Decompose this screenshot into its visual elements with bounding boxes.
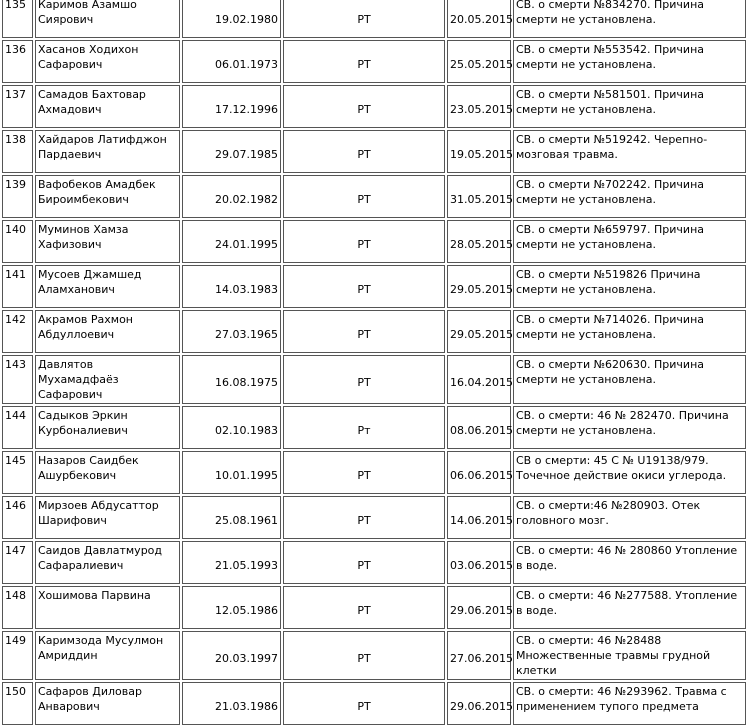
table-row [2,496,746,539]
death-note: СВ. о смерти №581501. Причина смерти не установлена. [513,85,746,128]
row-number: 142 [2,310,33,353]
birth-date: 19.02.1980 [182,0,281,38]
citizenship: РТ [283,541,445,584]
death-date: 19.05.2015 [447,130,511,173]
citizenship: РТ [283,265,445,308]
person-name: Вафобеков Амадбек Бироимбекович [35,175,180,218]
citizenship: РТ [283,0,445,38]
table-row [2,310,746,353]
table-row [2,175,746,218]
person-name: Давлятов Мухамадфаёз Сафарович [35,355,180,404]
person-name: Мирзоев Абдусаттор Шарифович [35,496,180,539]
person-name: Каримзода Мусулмон Амриддин [35,631,180,680]
row-number: 139 [2,175,33,218]
birth-date: 20.03.1997 [182,631,281,680]
birth-date: 16.08.1975 [182,355,281,404]
citizenship: РТ [283,220,445,263]
death-note: СВ. о смерти: 46 №28488 Множественные травмы грудной клетки [513,631,746,680]
death-note: СВ. о смерти: 46 № 282470. Причина смерти не установлена. [513,406,746,449]
death-note: СВ. о смерти:46 №280903. Отек головного мозг. [513,496,746,539]
birth-date: 24.01.1995 [182,220,281,263]
death-note: СВ. о смерти №519242. Черепно-мозговая травма. [513,130,746,173]
table-row [2,451,746,494]
citizenship: РТ [283,310,445,353]
death-note: СВ. о смерти: 46 №293962. Травма с применением тупого предмета [513,682,746,725]
death-date: 27.06.2015 [447,631,511,680]
table-body [2,0,746,725]
birth-date: 21.03.1986 [182,682,281,725]
death-note: СВ. о смерти №702242. Причина смерти не установлена. [513,175,746,218]
row-number: 136 [2,40,33,83]
death-note: СВ. о смерти: 46 №277588. Утопление в воде. [513,586,746,629]
birth-date: 12.05.1986 [182,586,281,629]
table-row [2,355,746,404]
death-note: СВ. о смерти №659797. Причина смерти не установлена. [513,220,746,263]
row-number: 143 [2,355,33,404]
death-date: 16.04.2015 [447,355,511,404]
death-date: 29.05.2015 [447,310,511,353]
citizenship: РТ [283,586,445,629]
table-row [2,682,746,725]
death-date: 03.06.2015 [447,541,511,584]
birth-date: 02.10.1983 [182,406,281,449]
birth-date: 27.03.1965 [182,310,281,353]
death-date: 29.05.2015 [447,265,511,308]
citizenship: РТ [283,496,445,539]
death-note: СВ. о смерти №834270. Причина смерти не установлена. [513,0,746,38]
death-date: 29.06.2015 [447,586,511,629]
row-number: 148 [2,586,33,629]
death-note: СВ. о смерти: 46 № 280860 Утопление в воде. [513,541,746,584]
row-number: 144 [2,406,33,449]
person-name: Муминов Хамза Хафизович [35,220,180,263]
birth-date: 06.01.1973 [182,40,281,83]
person-name: Самадов Бахтовар Ахмадович [35,85,180,128]
person-name: Хайдаров Латифджон Пардаевич [35,130,180,173]
person-name: Саидов Давлатмурод Сафаралиевич [35,541,180,584]
row-number: 146 [2,496,33,539]
person-name: Мусоев Джамшед Аламханович [35,265,180,308]
citizenship: РТ [283,682,445,725]
person-name: Хошимова Парвина [35,586,180,629]
row-number: 147 [2,541,33,584]
table-row [2,85,746,128]
citizenship: РТ [283,631,445,680]
birth-date: 17.12.1996 [182,85,281,128]
death-date: 25.05.2015 [447,40,511,83]
row-number: 135 [2,0,33,38]
birth-date: 21.05.1993 [182,541,281,584]
citizenship: РТ [283,85,445,128]
death-note: СВ о смерти: 45 С № U19138/979. Точечное действие окиси углерода. [513,451,746,494]
death-date: 31.05.2015 [447,175,511,218]
death-note: СВ. о смерти №519826 Причина смерти не установлена. [513,265,746,308]
row-number: 141 [2,265,33,308]
person-name: Каримов Азамшо Сиярович [35,0,180,38]
birth-date: 10.01.1995 [182,451,281,494]
row-number: 150 [2,682,33,725]
row-number: 138 [2,130,33,173]
citizenship: РТ [283,451,445,494]
person-name: Садыков Эркин Курбоналиевич [35,406,180,449]
birth-date: 29.07.1985 [182,130,281,173]
table-row [2,631,746,680]
table-row [2,265,746,308]
table-row [2,406,746,449]
death-date: 20.05.2015 [447,0,511,38]
person-name: Хасанов Ходихон Сафарович [35,40,180,83]
birth-date: 20.02.1982 [182,175,281,218]
table-row [2,130,746,173]
death-note: СВ. о смерти №553542. Причина смерти не установлена. [513,40,746,83]
death-date: 28.05.2015 [447,220,511,263]
birth-date: 25.08.1961 [182,496,281,539]
citizenship: РТ [283,130,445,173]
citizenship: Рт [283,406,445,449]
citizenship: РТ [283,40,445,83]
death-date: 14.06.2015 [447,496,511,539]
row-number: 137 [2,85,33,128]
table-row [2,220,746,263]
table-row [2,541,746,584]
table-row [2,0,746,38]
person-name: Назаров Саидбек Ашурбекович [35,451,180,494]
birth-date: 14.03.1983 [182,265,281,308]
table-row [2,40,746,83]
death-note: СВ. о смерти №714026. Причина смерти не установлена. [513,310,746,353]
person-name: Акрамов Рахмон Абдуллоевич [35,310,180,353]
death-date: 29.06.2015 [447,682,511,725]
death-date: 08.06.2015 [447,406,511,449]
row-number: 145 [2,451,33,494]
death-date: 23.05.2015 [447,85,511,128]
table-row [2,586,746,629]
death-note: СВ. о смерти №620630. Причина смерти не установлена. [513,355,746,404]
citizenship: РТ [283,175,445,218]
person-name: Сафаров Диловар Анварович [35,682,180,725]
row-number: 149 [2,631,33,680]
row-number: 140 [2,220,33,263]
citizenship: РТ [283,355,445,404]
death-date: 06.06.2015 [447,451,511,494]
